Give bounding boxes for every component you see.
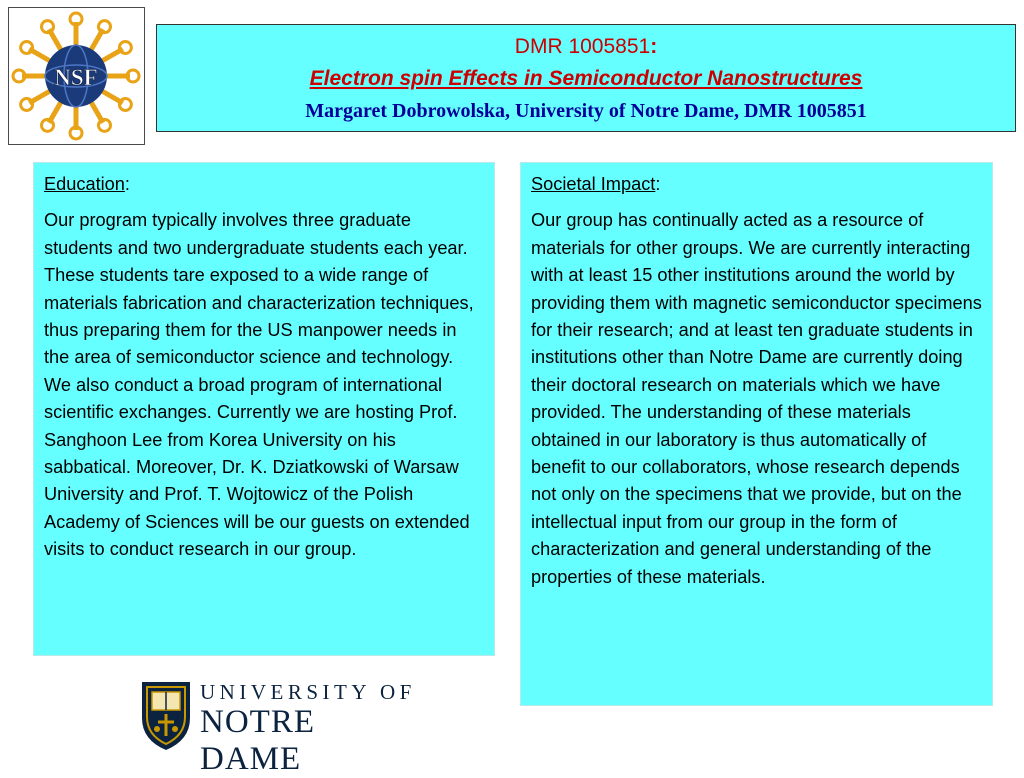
project-byline: Margaret Dobrowolska, University of Notre Dame, DMR 1005851 bbox=[305, 100, 867, 122]
societal-impact-heading-colon: : bbox=[655, 174, 661, 194]
education-heading-label: Education bbox=[44, 174, 125, 194]
nsf-emblem-icon bbox=[9, 8, 144, 144]
notre-dame-logo bbox=[138, 676, 418, 777]
shield-star-right bbox=[172, 726, 178, 732]
shield-star-left bbox=[154, 726, 160, 732]
education-body: Our program typically involves three graduate students and two undergraduate students each year. These students tare exposed to a wide range of materials fabrication and characterization techniques, thus preparing them for the US manpower needs in the area of semiconductor science and technology. We also conduct a broad program of international scientific exchanges. Currently we are hosting Prof. Sanghoon Lee from Korea University on his sabbatical. Moreover, Dr. K. Dziatkowski of Warsaw University and Prof. T. Wojtowicz of the Polish Academy of Sciences will be our guests on extended visits to conduct research in our group. bbox=[44, 210, 474, 560]
notre-dame-logo-line2: NOTRE DAME bbox=[200, 704, 315, 777]
nsf-logo-text: NSF bbox=[54, 65, 98, 90]
notre-dame-shield-icon bbox=[138, 676, 194, 752]
award-number: DMR 1005851 bbox=[514, 35, 651, 58]
education-heading bbox=[44, 171, 484, 198]
project-subtitle: Electron spin Effects in Semiconductor Nanostructures bbox=[309, 67, 863, 90]
societal-impact-heading bbox=[531, 171, 982, 198]
societal-impact-panel bbox=[520, 162, 993, 706]
societal-impact-body: Our group has continually acted as a resource of materials for other groups. We are currently interacting with at least 15 other institutions around the world by providing them with magnetic semiconductor specimens for their research; and at least ten graduate students in institutions other than Notre Dame are currently doing their doctoral research on materials which we have provided. The understanding of these materials obtained in our laboratory is thus automatically of benefit to our collaborators, whose research depends not only on the specimens that we provide, but on the intellectual input from our group in the form of characterization and general understanding of the properties of these materials. bbox=[531, 210, 982, 587]
header-banner bbox=[156, 24, 1016, 132]
award-title-colon: : bbox=[650, 35, 658, 58]
societal-impact-heading-label: Societal Impact bbox=[531, 174, 656, 194]
award-title bbox=[157, 35, 1015, 59]
education-panel bbox=[33, 162, 495, 656]
education-heading-colon: : bbox=[124, 174, 130, 194]
nsf-logo bbox=[8, 7, 145, 145]
notre-dame-logo-line1: UNIVERSITY OF bbox=[200, 680, 416, 704]
